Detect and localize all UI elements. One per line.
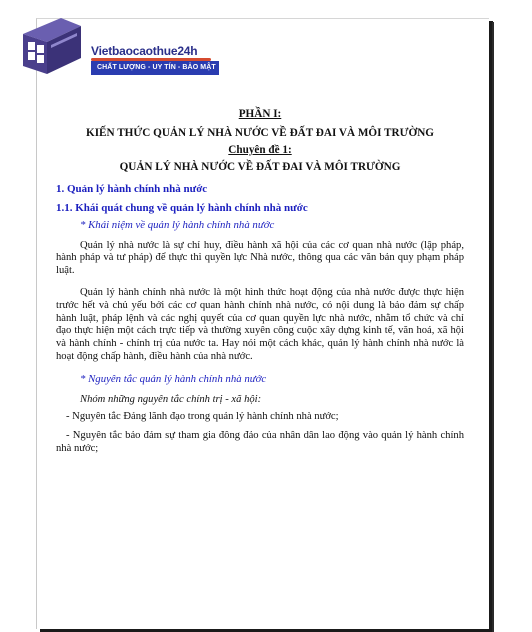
principle-item: - Nguyên tắc bảo đảm sự tham gia đông đảo của nhân dân lao động vào quản lý hành chính nhà nước; xyxy=(56,430,464,454)
section-heading-1-1: 1.1. Khái quát chung về quản lý hành chính nhà nước xyxy=(56,201,308,214)
principles-heading: * Nguyên tắc quản lý hành chính nhà nước xyxy=(80,372,267,385)
principles-group-label: Nhóm những nguyên tắc chính trị - xã hội: xyxy=(80,393,262,405)
part-title: PHẦN I: xyxy=(238,108,282,120)
part-subtitle: KIẾN THỨC QUẢN LÝ NHÀ NƯỚC VỀ ĐẤT ĐAI VÀ MÔI TRƯỜNG xyxy=(86,126,434,139)
document-content xyxy=(56,108,464,462)
paragraph-2: Quản lý hành chính nhà nước là một hình thức hoạt động của nhà nước được thực hiện trước hết và chủ yếu bởi các cơ quan hành chính nhà nước, có nội dung là bảo đảm sự chấp hành luật, pháp lệnh và các nghị quyết của cơ quan quyền lực nhà nước, nhằm tổ chức và chỉ đạo thực hiện một cách trực tiếp và thường xuyên công cuộc xây dựng kinh tế, văn hoá, xã hội và hành chính - chính trị của nước ta. Hay nói một cách khác, quản lý hành chính nhà nước là hoạt động chấp hành, điều hành của nhà nước. xyxy=(56,286,464,362)
principle-item: - Nguyên tắc Đảng lãnh đạo trong quản lý hành chính nhà nước; xyxy=(66,411,339,423)
topic-title: Chuyên đề 1: xyxy=(228,143,292,156)
book-logo-icon xyxy=(17,12,89,76)
concept-heading: * Khái niệm về quản lý hành chính nhà nước xyxy=(80,218,275,231)
section-heading-1: 1. Quản lý hành chính nhà nước xyxy=(56,183,208,196)
logo-tagline: CHẤT LƯỢNG - UY TÍN - BẢO MẬT xyxy=(97,64,216,71)
logo xyxy=(17,12,227,76)
logo-name: Vietbaocaothue24h xyxy=(91,44,198,58)
topic-subtitle: QUẢN LÝ NHÀ NƯỚC VỀ ĐẤT ĐAI VÀ MÔI TRƯỜNG xyxy=(119,161,401,174)
paragraph-1: Quản lý nhà nước là sự chỉ huy, điều hành xã hội của các cơ quan nhà nước (lập pháp, hành pháp và tư pháp) để thực thi quyền lực Nhà nước, thông qua các văn bản quy phạm pháp luật. xyxy=(56,239,464,277)
